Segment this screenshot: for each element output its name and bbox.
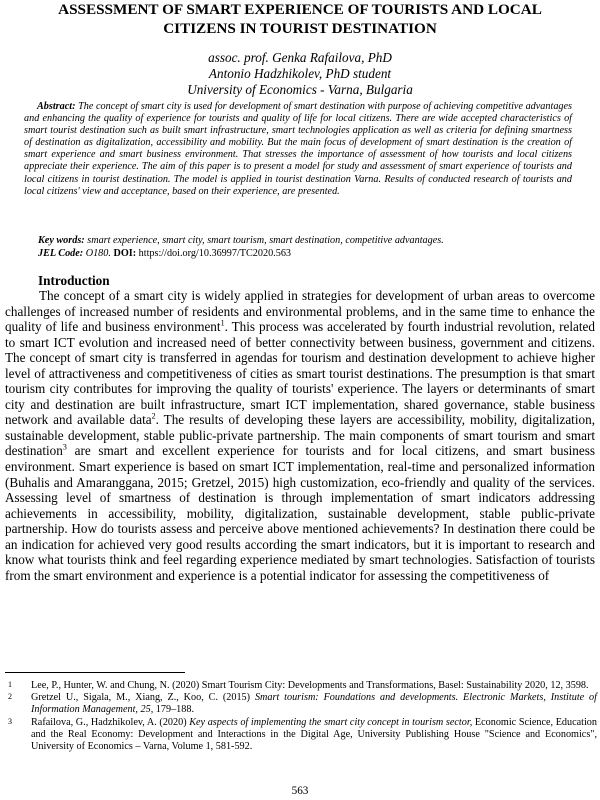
introduction-paragraph	[5, 288, 595, 583]
intro-segment: are smart and excellent experience for tourists and for local citizens, and smart business environment. Smart experience is based on smart ICT implementation, real-time and personalized information (Buhalis and Amaranggana, 2015; Gretzel, 2015) high customization, eco-friendly and quality of the services. Assessing level of smartness of destination is through implementation of smart indicators addressing achievements in accessibility, mobility, digitalization, sustainable development, stable public-private partnership. How do tourists assess and perceive above mentioned achievements? In destination there could be an indication for achieved very good results according the smart indicators, but it is important to research and know what tourists think and feel regarding experience mediated by smart technologies. Satisfaction of tourists from the smart environment and experience is a potential indicator for assessing the competitiveness of	[5, 443, 595, 583]
footnote-3	[5, 717, 597, 754]
keywords-text: smart experience, smart city, smart tourism, smart destination, competitive advantages.	[84, 235, 444, 246]
footnote-ref[interactable]: 2	[151, 411, 156, 421]
paper-title	[20, 0, 580, 38]
footnote-2	[5, 692, 597, 716]
title-line-2: CITIZENS IN TOURIST DESTINATION	[163, 20, 437, 37]
doi-link[interactable]: https://doi.org/10.36997/TC2020.563	[136, 248, 292, 259]
footnote-title: Key aspects of implementing the smart city concept in tourism sector,	[189, 716, 473, 728]
title-line-1: ASSESSMENT OF SMART EXPERIENCE OF TOURISTS AND LOCAL	[58, 1, 542, 18]
keywords	[38, 235, 578, 247]
footnote-text: Economic Science, Education and the Real Economy: Development and Interactions in the Digital Age, University Publishing House "Science and Economics", University of Economics – Varna, Volume 1, 581-592.	[31, 716, 597, 753]
intro-segment: . This process was accelerated by fourth industrial revolution, related to smart ICT evolution and increased need of better connectivity between business, government and citizens. The concept of smart city is transferred in agendas for tourism and destination development to achieve higher level of attractiveness and competitiveness of cities as smart tourist destinations. The presumption is that smart tourism city contributes for improving the quality of tourists' experience. The layers or determinants of smart city and destination are built infrastructure, smart ICT implementation, shared governance, stable business network and available data	[5, 319, 595, 428]
jel-code: O180.	[83, 248, 111, 259]
footnote-ref[interactable]: 3	[62, 443, 67, 453]
abstract-text: The concept of smart city is used for development of smart destination with purpose of achieving competitive advantages and enhancing the quality of experience for tourists and quality of life for local citizens. There are wide accepted characteristics of smart tourist destination such as built smart infrastructure, smart technologies application as well as criteria for defining smartness of destination as digitalization, accessibility and mobility. But the main focus of development of smart destination is the creation of smart experience and smart business environment. That stresses the importance of assessment of how tourists and local citizens appreciate their experience. The aim of this paper is to present a model for study and assessment of smart experience of tourists and local citizens in tourist destination. The model is applied in tourist destination Varna. Results of conducted research of tourists and local citizens' view and acceptance, based on their experience, are presented.	[24, 101, 572, 197]
footnote-number: 3	[8, 716, 12, 726]
doi-label: DOI:	[110, 248, 137, 259]
footnote-divider	[5, 672, 185, 673]
affiliation: University of Economics - Varna, Bulgaria	[187, 82, 413, 97]
intro-segment: The concept of a smart city is widely applied in strategies for development of urban areas to overcome challenges of increased number of residents and environmental problems, and in the same time to enhance the quality of life and business environment	[5, 288, 595, 335]
footnote-text: Gretzel U., Sigala, M., Xiang, Z., Koo, C. (2015)	[31, 692, 255, 704]
footnotes	[5, 680, 597, 753]
footnote-number: 2	[8, 692, 12, 702]
jel-label: JEL Code:	[38, 248, 84, 259]
abstract-label: Abstract:	[37, 101, 76, 112]
footnote-1	[5, 680, 597, 692]
footnote-title: Smart tourism: Foundations and developments. Electronic Markets, Institute of Information Management, 25,	[31, 692, 597, 716]
abstract	[24, 101, 572, 198]
footnote-number: 1	[8, 680, 12, 689]
author-block	[60, 50, 540, 98]
author-1: assoc. prof. Genka Rafailova, PhD	[208, 50, 392, 65]
footnote-text: Rafailova, G., Hadzhikolev, A. (2020)	[31, 716, 190, 728]
intro-segment: . The results of developing these layers are accessibility, mobility, digitalization, sustainable development, stable public-private partnership. The main components of smart tourism and smart destination	[5, 412, 595, 459]
page-number: 563	[291, 785, 309, 797]
author-2: Antonio Hadzhikolev, PhD student	[208, 66, 392, 81]
footnote-ref[interactable]: 1	[220, 318, 225, 328]
section-heading-introduction: Introduction	[38, 273, 110, 288]
footnote-text: 179–188.	[153, 704, 194, 716]
footnote-text: Lee, P., Hunter, W. and Chung, N. (2020) Smart Tourism City: Developments and Transformations, Basel: Sustainability 2020, 12, 3598.	[31, 680, 589, 691]
jel-doi-line	[38, 248, 578, 260]
keywords-label: Key words:	[38, 235, 85, 246]
